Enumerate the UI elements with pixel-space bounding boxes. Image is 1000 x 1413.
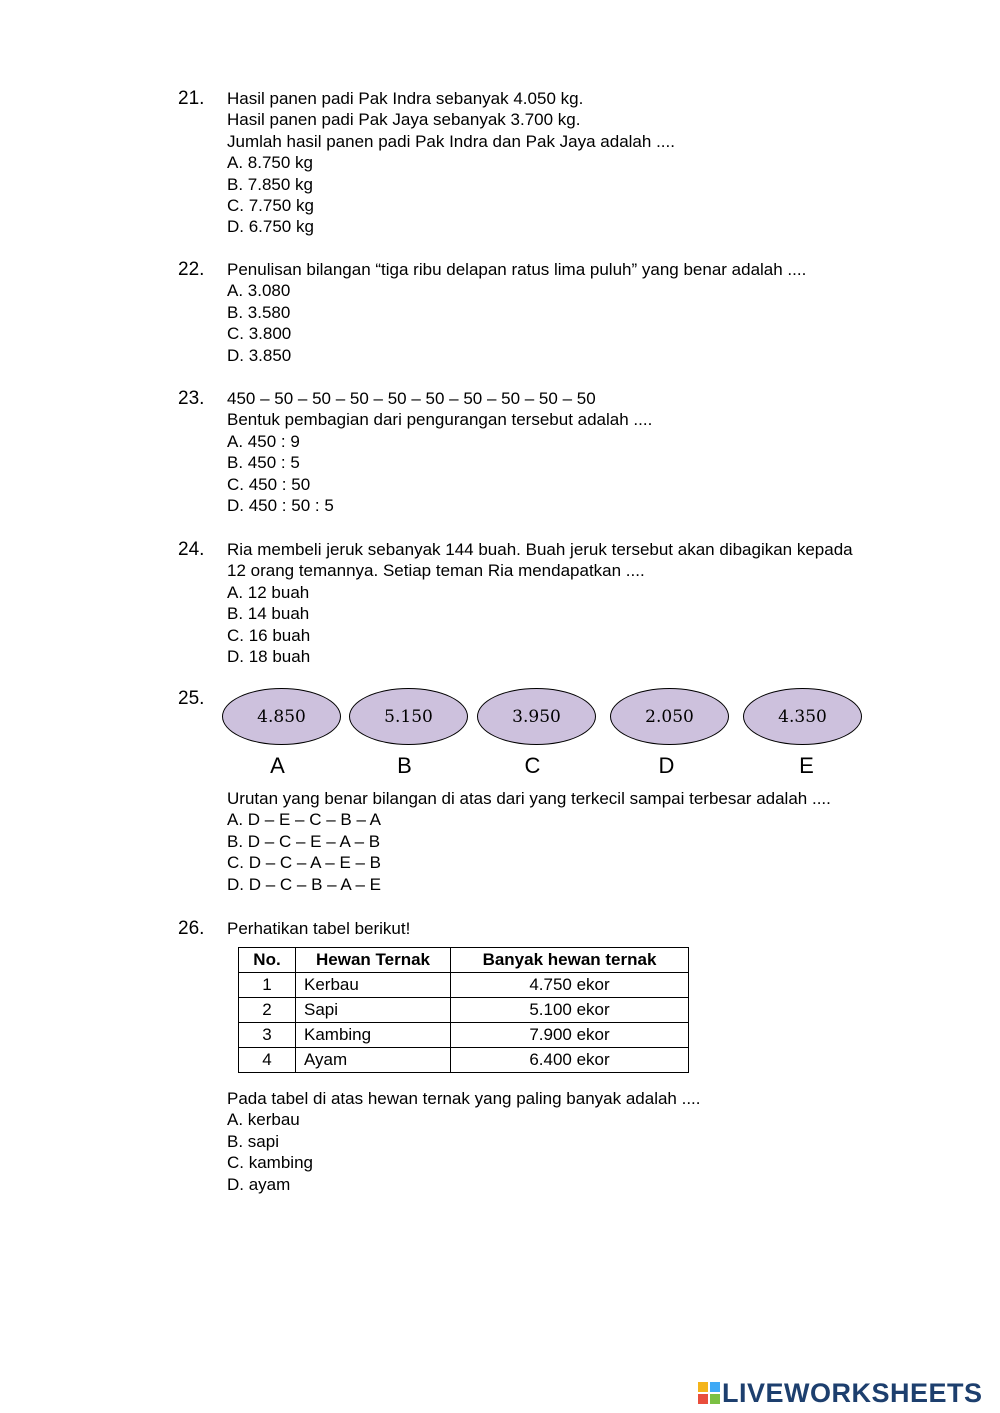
answer-option-c[interactable]: C. 16 buah (227, 625, 311, 645)
oval-letter-a: A (270, 753, 285, 778)
table-cell: 4 (239, 1048, 296, 1073)
table-cell: Sapi (296, 998, 451, 1023)
table-cell: 4.750 ekor (451, 973, 689, 998)
question-number: 22. (178, 259, 205, 280)
answer-option-d[interactable]: D. 450 : 50 : 5 (227, 495, 334, 515)
question-body (227, 539, 927, 667)
table-cell: Ayam (296, 1048, 451, 1073)
answer-option-a[interactable]: A. kerbau (227, 1110, 300, 1130)
answer-option-d[interactable]: D. 3.850 (227, 345, 292, 365)
question-number: 26. (178, 918, 205, 939)
answer-option-c[interactable]: C. 7.750 kg (227, 195, 314, 215)
question-text: Pada tabel di atas hewan ternak yang paling banyak adalah .... (227, 1089, 701, 1108)
question-text: Urutan yang benar bilangan di atas dari yang terkecil sampai terbesar adalah .... (227, 789, 831, 808)
oval-value: 4.850 (257, 706, 306, 727)
question-body (227, 918, 927, 939)
question-text: Jumlah hasil panen padi Pak Indra dan Pak Jaya adalah .... (227, 131, 675, 151)
livestock-table (238, 947, 689, 1073)
table-row (239, 1048, 689, 1073)
table-cell: 1 (239, 973, 296, 998)
table-header: Hewan Ternak (296, 948, 451, 973)
oval-value: 3.950 (512, 706, 561, 727)
oval-letter-e: E (799, 753, 814, 778)
number-oval-a (222, 688, 341, 745)
table-cell: 3 (239, 1023, 296, 1048)
answer-option-b[interactable]: B. 7.850 kg (227, 174, 314, 194)
table-cell: 6.400 ekor (451, 1048, 689, 1073)
question-body (227, 259, 927, 366)
number-oval-b (349, 688, 468, 745)
table-row (239, 998, 689, 1023)
question-text: Hasil panen padi Pak Jaya sebanyak 3.700 kg. (227, 110, 581, 130)
oval-value: 2.050 (645, 706, 694, 727)
number-oval-d (610, 688, 729, 745)
question-text: 12 orang temannya. Setiap teman Ria mendapatkan .... (227, 561, 645, 581)
oval-letter-d: D (658, 753, 675, 778)
question-text: Bentuk pembagian dari pengurangan tersebut adalah .... (227, 410, 653, 430)
table-cell: Kambing (296, 1023, 451, 1048)
table-header: No. (239, 948, 296, 973)
answer-option-a[interactable]: A. 8.750 kg (227, 153, 314, 173)
liveworksheets-logo-icon (698, 1382, 720, 1404)
question-body (227, 788, 927, 895)
answer-option-b[interactable]: B. 14 buah (227, 604, 310, 624)
answer-option-b[interactable]: B. 450 : 5 (227, 453, 300, 473)
oval-value: 4.350 (778, 706, 827, 727)
table-row (239, 973, 689, 998)
answer-option-a[interactable]: A. 3.080 (227, 281, 291, 301)
question-text: Ria membeli jeruk sebanyak 144 buah. Buah jeruk tersebut akan dibagikan kepada (227, 540, 853, 559)
answer-option-c[interactable]: C. D – C – A – E – B (227, 853, 382, 873)
question-body (227, 388, 927, 516)
table-header: Banyak hewan ternak (451, 948, 689, 973)
table-header-row (239, 948, 689, 973)
question-number: 23. (178, 388, 205, 409)
table-cell: 5.100 ekor (451, 998, 689, 1023)
answer-option-b[interactable]: B. sapi (227, 1131, 279, 1151)
question-number: 21. (178, 88, 205, 109)
number-oval-e (743, 688, 862, 745)
table-cell: 2 (239, 998, 296, 1023)
question-text: Penulisan bilangan “tiga ribu delapan ratus lima puluh” yang benar adalah .... (227, 260, 807, 279)
table-cell: Kerbau (296, 973, 451, 998)
answer-option-d[interactable]: D. 6.750 kg (227, 217, 314, 237)
answer-option-a[interactable]: A. 12 buah (227, 582, 310, 602)
answer-option-b[interactable]: B. 3.580 (227, 302, 291, 322)
oval-letter-c: C (524, 753, 541, 778)
question-text: 450 – 50 – 50 – 50 – 50 – 50 – 50 – 50 – 50 – 50 (227, 389, 596, 408)
answer-option-d[interactable]: D. D – C – B – A – E (227, 874, 382, 894)
logo-text: LIVEWORKSHEETS (722, 1377, 983, 1408)
answer-option-d[interactable]: D. 18 buah (227, 646, 311, 666)
answer-option-d[interactable]: D. ayam (227, 1174, 291, 1194)
answer-option-a[interactable]: A. D – E – C – B – A (227, 810, 382, 830)
answer-option-a[interactable]: A. 450 : 9 (227, 431, 300, 451)
oval-value: 5.150 (384, 706, 433, 727)
question-number: 24. (178, 539, 205, 560)
answer-option-c[interactable]: C. 450 : 50 (227, 474, 311, 494)
question-body (227, 88, 927, 238)
question-number: 25. (178, 688, 205, 709)
answer-option-c[interactable]: C. kambing (227, 1153, 313, 1173)
answer-option-b[interactable]: B. D – C – E – A – B (227, 831, 381, 851)
question-intro: Perhatikan tabel berikut! (227, 919, 411, 938)
number-oval-c (477, 688, 596, 745)
answer-option-c[interactable]: C. 3.800 (227, 324, 292, 344)
question-body (227, 1088, 927, 1195)
table-cell: 7.900 ekor (451, 1023, 689, 1048)
table-row (239, 1023, 689, 1048)
oval-letter-b: B (397, 753, 412, 778)
question-text: Hasil panen padi Pak Indra sebanyak 4.050 kg. (227, 89, 584, 108)
liveworksheets-logo[interactable] (698, 1376, 983, 1410)
